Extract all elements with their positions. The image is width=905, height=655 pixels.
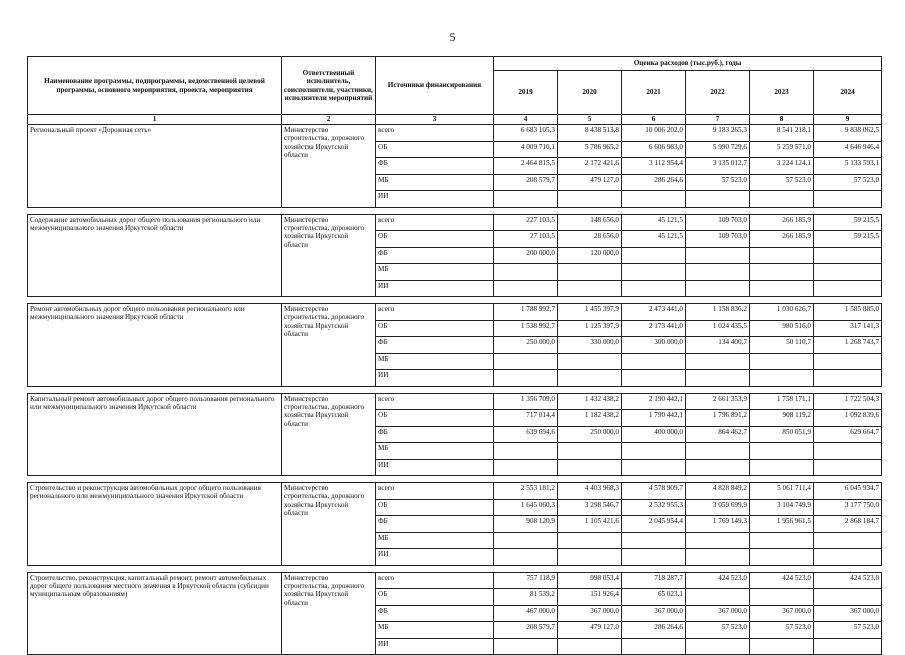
funding-source-cell: ИИ [376,191,494,208]
responsible-cell: Министерство строительства, дорожного хозяйства Иркутской области [282,125,376,208]
amount-cell: 57 523,0 [686,174,750,191]
amount-cell [814,353,882,370]
amount-cell: 400 000,0 [622,426,686,443]
column-number: 8 [750,115,814,125]
amount-cell: 250 000,0 [558,426,622,443]
program-name-cell: Содержание автомобильных дорог общего пользования регионального или межмуниципального значения Иркутской области [28,214,282,297]
funding-source-cell: ФБ [376,426,494,443]
amount-cell: 864 462,7 [686,426,750,443]
amount-cell: 57 523,0 [750,622,814,639]
amount-cell: 1 722 504,3 [814,393,882,410]
amount-cell: 1 356 709,0 [494,393,558,410]
amount-cell: 208 579,7 [494,622,558,639]
funding-source-cell: МБ [376,353,494,370]
amount-cell: 2 173 441,0 [622,320,686,337]
responsible-cell: Министерство строительства, дорожного хозяйства Иркутской области [282,214,376,297]
amount-cell [622,549,686,566]
program-name-cell: Строительство и реконструкция автомобильных дорог общего пользования регионального или межмуниципального значения Иркутской области [28,483,282,566]
funding-source-cell: всего [376,125,494,142]
amount-cell: 5 133 593,1 [814,158,882,175]
amount-cell [686,280,750,297]
amount-cell: 1 796 891,2 [686,410,750,427]
amount-cell [494,370,558,387]
amount-cell: 479 127,0 [558,174,622,191]
amount-cell [750,443,814,460]
amount-cell: 2 553 181,2 [494,483,558,500]
funding-source-cell: всего [376,214,494,231]
amount-cell [814,191,882,208]
amount-cell [558,459,622,476]
funding-source-cell: ОБ [376,320,494,337]
funding-source-cell: ОБ [376,589,494,606]
amount-cell [494,353,558,370]
amount-cell: 1 158 836,2 [686,304,750,321]
amount-cell: 45 121,5 [622,231,686,248]
amount-cell [622,638,686,655]
amount-cell: 1 788 992,7 [494,304,558,321]
amount-cell [814,532,882,549]
amount-cell: 5 786 965,2 [558,141,622,158]
amount-cell: 81 539,2 [494,589,558,606]
amount-cell: 2 464 815,5 [494,158,558,175]
amount-cell: 4 828 849,2 [686,483,750,500]
funding-source-cell: ФБ [376,337,494,354]
funding-source-cell: ОБ [376,410,494,427]
amount-cell: 4 009 710,1 [494,141,558,158]
amount-cell: 908 119,2 [750,410,814,427]
header-cost-estimate: Оценка расходов (тыс.руб.), годы [494,57,882,71]
header-year: 2021 [622,71,686,115]
program-name-cell: Ремонт автомобильных дорог общего пользования регионального или межмуниципального значения Иркутской области [28,304,282,387]
amount-cell [750,370,814,387]
amount-cell: 1 030 626,7 [750,304,814,321]
amount-cell [814,264,882,281]
amount-cell [494,638,558,655]
amount-cell: 317 141,3 [814,320,882,337]
amount-cell: 2 868 184,7 [814,516,882,533]
amount-cell: 367 000,0 [750,605,814,622]
table-row [28,572,882,589]
amount-cell [750,280,814,297]
amount-cell [622,532,686,549]
amount-cell [622,247,686,264]
amount-cell: 367 000,0 [558,605,622,622]
amount-cell: 330 000,0 [558,337,622,354]
amount-cell [494,549,558,566]
amount-cell: 9 838 062,5 [814,125,882,142]
amount-cell: 1 024 435,5 [686,320,750,337]
amount-cell: 57 523,0 [750,174,814,191]
header-year: 2022 [686,71,750,115]
amount-cell: 424 523,0 [686,572,750,589]
amount-cell: 629 664,7 [814,426,882,443]
program-name-cell: Капитальный ремонт автомобильных дорог общего пользования регионального или межмуниципального значения Иркутской области [28,393,282,476]
amount-cell [686,191,750,208]
amount-cell [686,549,750,566]
header-year: 2020 [558,71,622,115]
spacer-cell [28,297,882,304]
funding-source-cell: ОБ [376,141,494,158]
amount-cell: 208 579,7 [494,174,558,191]
amount-cell [750,638,814,655]
amount-cell: 10 006 202,0 [622,125,686,142]
funding-source-cell: МБ [376,532,494,549]
amount-cell: 151 926,4 [558,589,622,606]
amount-cell: 6 606 983,0 [622,141,686,158]
amount-cell: 8 541 218,1 [750,125,814,142]
amount-cell: 1 268 743,7 [814,337,882,354]
funding-source-cell: всего [376,393,494,410]
amount-cell [558,443,622,460]
funding-source-cell: ИИ [376,638,494,655]
column-number-row [28,115,882,125]
amount-cell: 4 646 946,4 [814,141,882,158]
amount-cell [686,264,750,281]
amount-cell [558,549,622,566]
amount-cell [622,280,686,297]
amount-cell: 2 190 442,1 [622,393,686,410]
amount-cell: 109 703,0 [686,231,750,248]
amount-cell: 424 523,0 [814,572,882,589]
amount-cell [622,443,686,460]
amount-cell: 3 298 546,7 [558,499,622,516]
amount-cell [558,638,622,655]
amount-cell: 1 538 992,7 [494,320,558,337]
spacer-cell [28,565,882,572]
amount-cell: 266 185,9 [750,214,814,231]
amount-cell: 266 185,9 [750,231,814,248]
amount-cell [686,589,750,606]
amount-cell: 2 661 353,9 [686,393,750,410]
group-spacer [28,207,882,214]
amount-cell: 1 182 438,2 [558,410,622,427]
header-program-name: Наименование программы, подпрограммы, ведомственной целевой программы, основного мероприятия, проекта, мероприятия [28,57,282,115]
amount-cell: 4 403 968,3 [558,483,622,500]
amount-cell [814,280,882,297]
amount-cell [814,443,882,460]
table-row [28,483,882,500]
amount-cell: 1 455 397,9 [558,304,622,321]
amount-cell: 367 000,0 [814,605,882,622]
responsible-cell: Министерство строительства, дорожного хозяйства Иркутской области [282,572,376,655]
amount-cell [494,280,558,297]
amount-cell: 286 264,6 [622,622,686,639]
amount-cell: 3 112 954,4 [622,158,686,175]
responsible-cell: Министерство строительства, дорожного хозяйства Иркутской области [282,483,376,566]
amount-cell: 3 177 750,0 [814,499,882,516]
amount-cell [686,443,750,460]
amount-cell: 3 059 699,9 [686,499,750,516]
funding-source-cell: всего [376,572,494,589]
column-number: 4 [494,115,558,125]
table-row [28,393,882,410]
table-row [28,214,882,231]
amount-cell [558,532,622,549]
funding-source-cell: МБ [376,174,494,191]
amount-cell: 3 224 124,1 [750,158,814,175]
funding-source-cell: ФБ [376,516,494,533]
page-number: 5 [449,30,456,44]
amount-cell [814,589,882,606]
header-year: 2024 [814,71,882,115]
amount-cell [750,191,814,208]
amount-cell [814,638,882,655]
column-number: 3 [376,115,494,125]
amount-cell: 3 104 749,9 [750,499,814,516]
amount-cell [686,370,750,387]
amount-cell: 200 000,0 [494,247,558,264]
amount-cell [558,264,622,281]
amount-cell [494,459,558,476]
amount-cell: 424 523,0 [750,572,814,589]
column-number: 1 [28,115,282,125]
amount-cell: 1 432 438,2 [558,393,622,410]
funding-source-cell: МБ [376,264,494,281]
amount-cell: 27 103,5 [494,231,558,248]
amount-cell: 120 000,0 [558,247,622,264]
amount-cell: 227 103,5 [494,214,558,231]
amount-cell [494,191,558,208]
amount-cell [622,264,686,281]
amount-cell: 718 287,7 [622,572,686,589]
amount-cell: 8 438 513,8 [558,125,622,142]
column-number: 5 [558,115,622,125]
amount-cell: 5 061 711,4 [750,483,814,500]
amount-cell [686,459,750,476]
amount-cell: 1 956 961,5 [750,516,814,533]
amount-cell [622,370,686,387]
amount-cell [750,264,814,281]
amount-cell: 57 523,0 [814,174,882,191]
amount-cell: 467 000,0 [494,605,558,622]
group-spacer [28,476,882,483]
funding-source-cell: всего [376,304,494,321]
amount-cell [750,247,814,264]
funding-source-cell: ИИ [376,549,494,566]
funding-source-cell: ФБ [376,158,494,175]
header-row [28,57,882,71]
amount-cell: 639 694,6 [494,426,558,443]
amount-cell: 367 000,0 [686,605,750,622]
amount-cell: 300 000,0 [622,337,686,354]
group-spacer [28,297,882,304]
amount-cell [750,589,814,606]
amount-cell [494,264,558,281]
amount-cell: 757 118,9 [494,572,558,589]
amount-cell [558,370,622,387]
expenses-table [27,56,882,655]
amount-cell: 28 656,0 [558,231,622,248]
program-name-cell: Строительство, реконструкция, капитальный ремонт, ремонт автомобильных дорог общего пользования местного значения в Иркутской области (субсидии муниципальным образованиям) [28,572,282,655]
spacer-cell [28,207,882,214]
amount-cell [750,353,814,370]
amount-cell: 850 051,9 [750,426,814,443]
amount-cell [686,638,750,655]
amount-cell: 1 758 171,1 [750,393,814,410]
amount-cell [494,532,558,549]
amount-cell: 57 523,0 [814,622,882,639]
amount-cell: 59 215,5 [814,214,882,231]
table-body [28,125,882,655]
amount-cell: 5 990 729,6 [686,141,750,158]
responsible-cell: Министерство строительства, дорожного хозяйства Иркутской области [282,304,376,387]
amount-cell [622,353,686,370]
amount-cell [558,353,622,370]
column-number: 6 [622,115,686,125]
funding-source-cell: ОБ [376,231,494,248]
amount-cell: 2 473 441,0 [622,304,686,321]
amount-cell: 148 656,0 [558,214,622,231]
funding-source-cell: МБ [376,622,494,639]
amount-cell: 1 092 839,6 [814,410,882,427]
amount-cell [814,459,882,476]
spacer-cell [28,476,882,483]
amount-cell: 1 790 442,1 [622,410,686,427]
amount-cell: 998 053,4 [558,572,622,589]
amount-cell: 250 000,0 [494,337,558,354]
amount-cell: 65 023,1 [622,589,686,606]
funding-source-cell: всего [376,483,494,500]
amount-cell: 367 000,0 [622,605,686,622]
amount-cell: 1 585 885,0 [814,304,882,321]
amount-cell [686,532,750,549]
amount-cell [622,459,686,476]
amount-cell: 134 400,7 [686,337,750,354]
table-row [28,125,882,142]
header-responsible: Ответственный исполнитель, соисполнители, участники, исполнители мероприятий [282,57,376,115]
amount-cell: 5 259 571,0 [750,141,814,158]
amount-cell: 3 135 012,7 [686,158,750,175]
responsible-cell: Министерство строительства, дорожного хозяйства Иркутской области [282,393,376,476]
column-number: 7 [686,115,750,125]
amount-cell [558,191,622,208]
amount-cell [686,247,750,264]
amount-cell: 1 105 421,6 [558,516,622,533]
group-spacer [28,386,882,393]
amount-cell [622,191,686,208]
header-funding-source: Источники финансирования [376,57,494,115]
amount-cell [750,532,814,549]
amount-cell [814,370,882,387]
amount-cell [686,353,750,370]
amount-cell: 980 516,0 [750,320,814,337]
amount-cell: 59 215,5 [814,231,882,248]
amount-cell [558,280,622,297]
group-spacer [28,565,882,572]
column-number: 9 [814,115,882,125]
amount-cell [750,459,814,476]
amount-cell: 286 264,6 [622,174,686,191]
program-name-cell: Региональный проект «Дорожная сеть» [28,125,282,208]
funding-source-cell: ФБ [376,605,494,622]
amount-cell: 6 683 105,3 [494,125,558,142]
funding-source-cell: ФБ [376,247,494,264]
funding-source-cell: ОБ [376,499,494,516]
amount-cell: 50 110,7 [750,337,814,354]
table-row [28,304,882,321]
amount-cell: 908 120,9 [494,516,558,533]
amount-cell: 57 523,0 [686,622,750,639]
amount-cell: 1 645 060,3 [494,499,558,516]
amount-cell: 4 578 909,7 [622,483,686,500]
amount-cell: 2 532 955,3 [622,499,686,516]
amount-cell: 479 127,0 [558,622,622,639]
amount-cell: 717 014,4 [494,410,558,427]
header-year: 2023 [750,71,814,115]
amount-cell: 9 183 265,3 [686,125,750,142]
amount-cell: 2 045 954,4 [622,516,686,533]
column-number: 2 [282,115,376,125]
funding-source-cell: ИИ [376,280,494,297]
amount-cell [750,549,814,566]
amount-cell [494,443,558,460]
amount-cell [814,247,882,264]
amount-cell: 2 172 421,6 [558,158,622,175]
spacer-cell [28,386,882,393]
amount-cell: 1 125 397,9 [558,320,622,337]
funding-source-cell: МБ [376,443,494,460]
amount-cell: 1 769 149,3 [686,516,750,533]
amount-cell: 109 703,0 [686,214,750,231]
header-year: 2019 [494,71,558,115]
amount-cell [814,549,882,566]
amount-cell: 6 045 934,7 [814,483,882,500]
funding-source-cell: ИИ [376,370,494,387]
funding-source-cell: ИИ [376,459,494,476]
amount-cell: 45 121,5 [622,214,686,231]
